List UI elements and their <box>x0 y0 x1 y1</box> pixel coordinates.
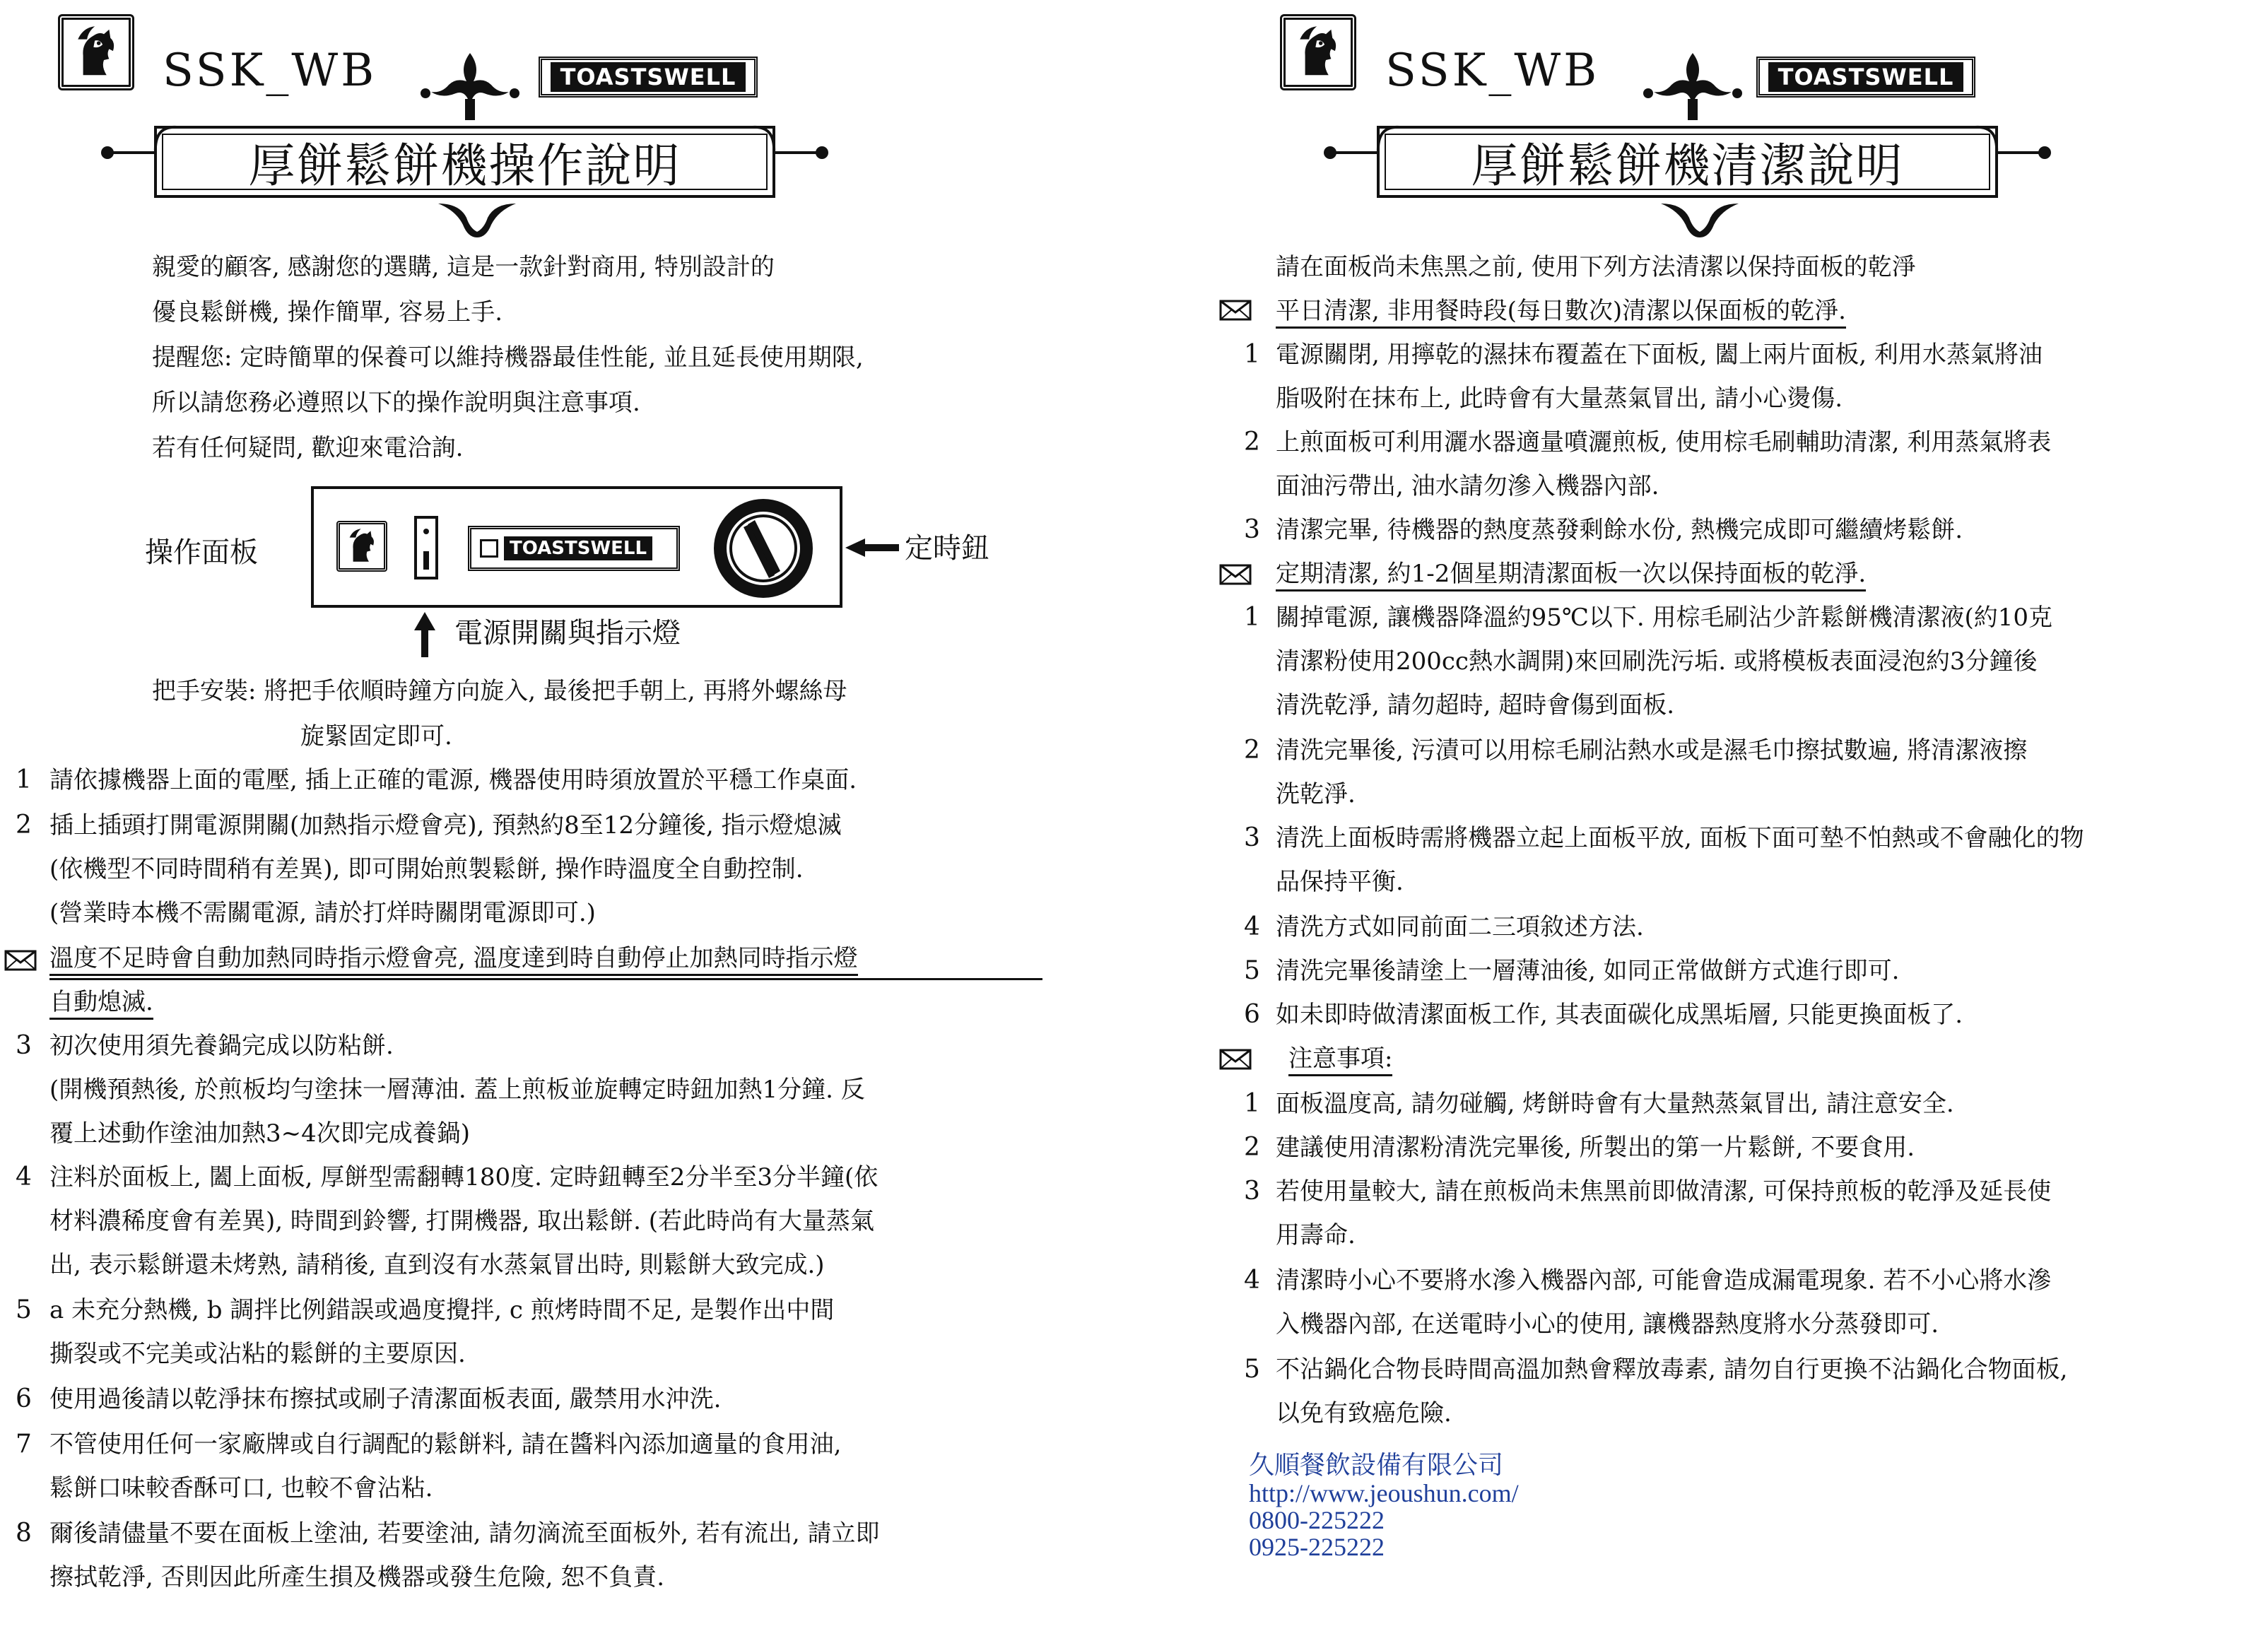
item-7-line-2: 鬆餅口味較香酥可口, 也較不會沾粘. <box>49 1474 433 1502</box>
company-url[interactable]: http://www.jeoushun.com/ <box>1249 1479 1519 1507</box>
item-number: 8 <box>16 1519 32 1548</box>
periodic-1-line-3: 清洗乾淨, 請勿超時, 超時會傷到面板. <box>1276 691 1675 719</box>
item-4-line-2: 材料濃稀度會有差異), 時間到鈴響, 打開機器, 取出鬆餅. (若此時尚有大量蒸氣 <box>49 1207 874 1235</box>
item-number: 1 <box>1244 1089 1260 1118</box>
envelope-icon <box>4 950 37 971</box>
note-4-line-1: 清潔時小心不要將水滲入機器內部, 可能會造成漏電現象. 若不小心將水滲 <box>1276 1266 2052 1295</box>
item-number: 4 <box>16 1163 32 1191</box>
envelope-icon <box>1219 300 1252 321</box>
company-name: 久順餐飲設備有限公司 <box>1249 1451 1504 1480</box>
item-2-line-2: (依機型不同時間稍有差異), 即可開始煎製鬆餅, 操作時溫度全自動控制. <box>49 855 804 883</box>
item-6-line-1: 使用過後請以乾淨抹布擦拭或刷子清潔面板表面, 嚴禁用水沖洗. <box>49 1385 722 1413</box>
item-number: 1 <box>16 765 32 794</box>
item-4-line-1: 注料於面板上, 闔上面板, 厚餅型需翻轉180度. 定時鈕轉至2分半至3分半鐘(依 <box>49 1163 879 1191</box>
daily-heading: 平日清潔, 非用餐時段(每日數次)清潔以保面板的乾淨. <box>1276 295 1846 326</box>
item-number: 2 <box>1244 1133 1260 1162</box>
periodic-3-line-1: 清洗上面板時需將機器立起上面板平放, 面板下面可墊不怕熱或不會融化的物 <box>1276 824 2084 852</box>
periodic-6-line-1: 如未即時做清潔面板工作, 其表面碳化成黑垢層, 只能更換面板了. <box>1276 1001 1963 1029</box>
envelope-icon <box>1219 564 1252 585</box>
fleur-ornament-icon <box>1640 49 1746 120</box>
company-phone-1: 0800-225222 <box>1249 1506 1385 1534</box>
timer-label: 定時鈕 <box>905 532 989 565</box>
note-line-2: 自動熄滅. <box>49 987 153 1018</box>
item-number: 2 <box>1244 428 1260 457</box>
item-2-line-3: (營業時本機不需關電源, 請於打烊時關閉電源即可.) <box>49 899 596 927</box>
periodic-1-line-1: 關掉電源, 讓機器降溫約95℃以下. 用棕毛刷沾少許鬆餅機清潔液(約10克 <box>1276 604 2053 632</box>
item-number: 4 <box>1244 912 1260 941</box>
control-panel-diagram <box>311 486 842 608</box>
daily-1-line-1: 電源關閉, 用擰乾的濕抹布覆蓋在下面板, 闔上兩片面板, 利用水蒸氣將油 <box>1276 341 2043 369</box>
item-8-line-2: 擦拭乾淨, 否則因此所產生損及機器或發生危險, 恕不負責. <box>49 1563 665 1591</box>
company-phone-2: 0925-225222 <box>1249 1533 1385 1561</box>
item-3-line-3: 覆上述動作塗油加熱3~4次即完成養鍋) <box>49 1119 471 1148</box>
timer-knob-icon <box>711 496 816 601</box>
item-number: 1 <box>1244 603 1260 632</box>
note-5-line-1: 不沾鍋化合物長時間高溫加熱會釋放毒素, 請勿自行更換不沾鍋化合物面板, <box>1276 1355 2068 1384</box>
panel-brand-name: TOASTSWELL <box>504 536 652 560</box>
item-3-line-1: 初次使用須先養鍋完成以防粘餅. <box>49 1032 394 1060</box>
item-number: 6 <box>16 1384 32 1413</box>
panel-brand-logo <box>468 526 680 571</box>
item-number: 3 <box>1244 515 1260 544</box>
intro-line-5: 若有任何疑問, 歡迎來電洽詢. <box>152 434 464 462</box>
daily-2-line-1: 上煎面板可利用灑水器適量噴灑煎板, 使用棕毛刷輔助清潔, 利用蒸氣將表 <box>1276 428 2052 457</box>
item-7-line-1: 不管使用任何一家廠牌或自行調配的鬆餅料, 請在醬料內添加適量的食用油, <box>49 1430 842 1459</box>
title-frame <box>99 119 830 204</box>
intro-line-1: 親愛的顧客, 感謝您的選購, 這是一款針對商用, 特別設計的 <box>152 253 775 281</box>
handle-line-1: 把手安裝: 將把手依順時鐘方向旋入, 最後把手朝上, 再將外螺絲母 <box>152 677 847 705</box>
brand-logo <box>539 57 758 98</box>
model-name: SSK_WB <box>163 45 377 97</box>
note-2-line-1: 建議使用清潔粉清洗完畢後, 所製出的第一片鬆餅, 不要食用. <box>1276 1134 1915 1162</box>
item-number: 4 <box>1244 1266 1260 1295</box>
knight-logo-icon <box>58 14 134 90</box>
periodic-3-line-2: 品保持平衡. <box>1276 868 1404 896</box>
knight-logo-icon <box>1280 14 1356 90</box>
item-5-line-1: a 未充分熱機, b 調拌比例錯誤或過度攪拌, c 煎烤時間不足, 是製作出中間 <box>49 1296 835 1324</box>
periodic-heading: 定期清潔, 約1-2個星期清潔面板一次以保持面板的乾淨. <box>1276 558 1866 589</box>
item-number: 5 <box>1244 1355 1260 1384</box>
panel-logo-icon <box>336 521 387 572</box>
note-5-line-2: 以免有致癌危險. <box>1276 1399 1452 1428</box>
item-number: 3 <box>1244 1177 1260 1206</box>
periodic-5-line-1: 清洗完畢後請塗上一層薄油後, 如同正常做餅方式進行即可. <box>1276 957 1900 985</box>
item-number: 2 <box>16 811 32 840</box>
switch-label: 電源開關與指示燈 <box>454 617 681 649</box>
note-line-1: 溫度不足時會自動加熱同時指示燈會亮, 溫度達到時自動停止加熱同時指示燈 <box>49 943 858 974</box>
item-5-line-2: 撕裂或不完美或沾粘的鬆餅的主要原因. <box>49 1340 466 1368</box>
bottom-ornament-icon <box>424 196 530 239</box>
intro-line-4: 所以請您務必遵照以下的操作說明與注意事項. <box>152 389 640 417</box>
handle-line-2: 旋緊固定即可. <box>300 722 452 751</box>
note-underline <box>49 978 1042 980</box>
intro-line-2: 優良鬆餅機, 操作簡單, 容易上手. <box>152 298 503 326</box>
notes-heading: 注意事項: <box>1288 1043 1392 1074</box>
arrow-left-icon <box>845 539 899 557</box>
daily-3-line-1: 清潔完畢, 待機器的熱度蒸發剩餘水份, 熱機完成即可繼續烤鬆餅. <box>1276 516 1963 544</box>
periodic-4-line-1: 清洗方式如同前面二三項敘述方法. <box>1276 913 1644 941</box>
note-1-line-1: 面板溫度高, 請勿碰觸, 烤餅時會有大量熱蒸氣冒出, 請注意安全. <box>1276 1090 1954 1118</box>
fleur-ornament-icon <box>417 49 523 120</box>
note-3-line-2: 用壽命. <box>1276 1221 1356 1249</box>
intro-line-3: 提醒您: 定時簡單的保養可以維持機器最佳性能, 並且延長使用期限, <box>152 343 864 372</box>
model-name: SSK_WB <box>1385 45 1600 97</box>
item-2-line-1: 插上插頭打開電源開關(加熱指示燈會亮), 預熱約8至12分鐘後, 指示燈熄滅 <box>49 811 842 840</box>
item-number: 2 <box>1244 736 1260 765</box>
daily-1-line-2: 脂吸附在抹布上, 此時會有大量蒸氣冒出, 請小心燙傷. <box>1276 384 1843 413</box>
periodic-2-line-1: 清洗完畢後, 污漬可以用棕毛刷沾熱水或是濕毛巾擦拭數遍, 將清潔液擦 <box>1276 736 2028 765</box>
note-3-line-1: 若使用量較大, 請在煎板尚未焦黑前即做清潔, 可保持煎板的乾淨及延長使 <box>1276 1177 2052 1206</box>
cleaning-manual-page <box>1134 0 2268 1636</box>
panel-label: 操作面板 <box>145 536 258 569</box>
item-number: 5 <box>1244 956 1260 985</box>
item-number: 3 <box>16 1031 32 1060</box>
periodic-2-line-2: 洗乾淨. <box>1276 780 1356 808</box>
brand-logo <box>1756 57 1975 98</box>
brand-name: TOASTSWELL <box>551 62 746 92</box>
item-number: 3 <box>1244 823 1260 852</box>
item-number: 6 <box>1244 1000 1260 1029</box>
title-frame <box>1322 119 2053 204</box>
item-number: 5 <box>16 1295 32 1324</box>
brand-name: TOASTSWELL <box>1768 62 1964 92</box>
page-title: 厚餅鬆餅機操作說明 <box>248 138 681 193</box>
periodic-1-line-2: 清潔粉使用200cc熱水調開)來回刷洗污垢. 或將模板表面浸泡約3分鐘後 <box>1276 647 2038 676</box>
cleaning-intro: 請在面板尚未焦黑之前, 使用下列方法清潔以保持面板的乾淨 <box>1276 253 1916 281</box>
item-4-line-3: 出, 表示鬆餅還未烤熟, 請稍後, 直到沒有水蒸氣冒出時, 則鬆餅大致完成.) <box>49 1251 825 1279</box>
power-switch-icon <box>414 516 438 579</box>
arrow-up-icon <box>414 612 435 657</box>
bottom-ornament-icon <box>1647 196 1753 239</box>
note-4-line-2: 入機器內部, 在送電時小心的使用, 讓機器熱度將水分蒸發即可. <box>1276 1310 1939 1338</box>
item-3-line-2: (開機預熱後, 於煎板均勻塗抹一層薄油. 蓋上煎板並旋轉定時鈕加熱1分鐘. 反 <box>49 1076 865 1104</box>
page-title: 厚餅鬆餅機清潔說明 <box>1471 138 1904 193</box>
item-number: 1 <box>1244 340 1260 369</box>
item-number: 7 <box>16 1430 32 1459</box>
item-1-line-1: 請依據機器上面的電壓, 插上正確的電源, 機器使用時須放置於平穩工作桌面. <box>49 766 857 794</box>
daily-2-line-2: 面油污帶出, 油水請勿滲入機器內部. <box>1276 472 1659 500</box>
item-8-line-1: 爾後請儘量不要在面板上塗油, 若要塗油, 請勿滴流至面板外, 若有流出, 請立即 <box>49 1519 880 1548</box>
envelope-icon <box>1219 1049 1252 1070</box>
